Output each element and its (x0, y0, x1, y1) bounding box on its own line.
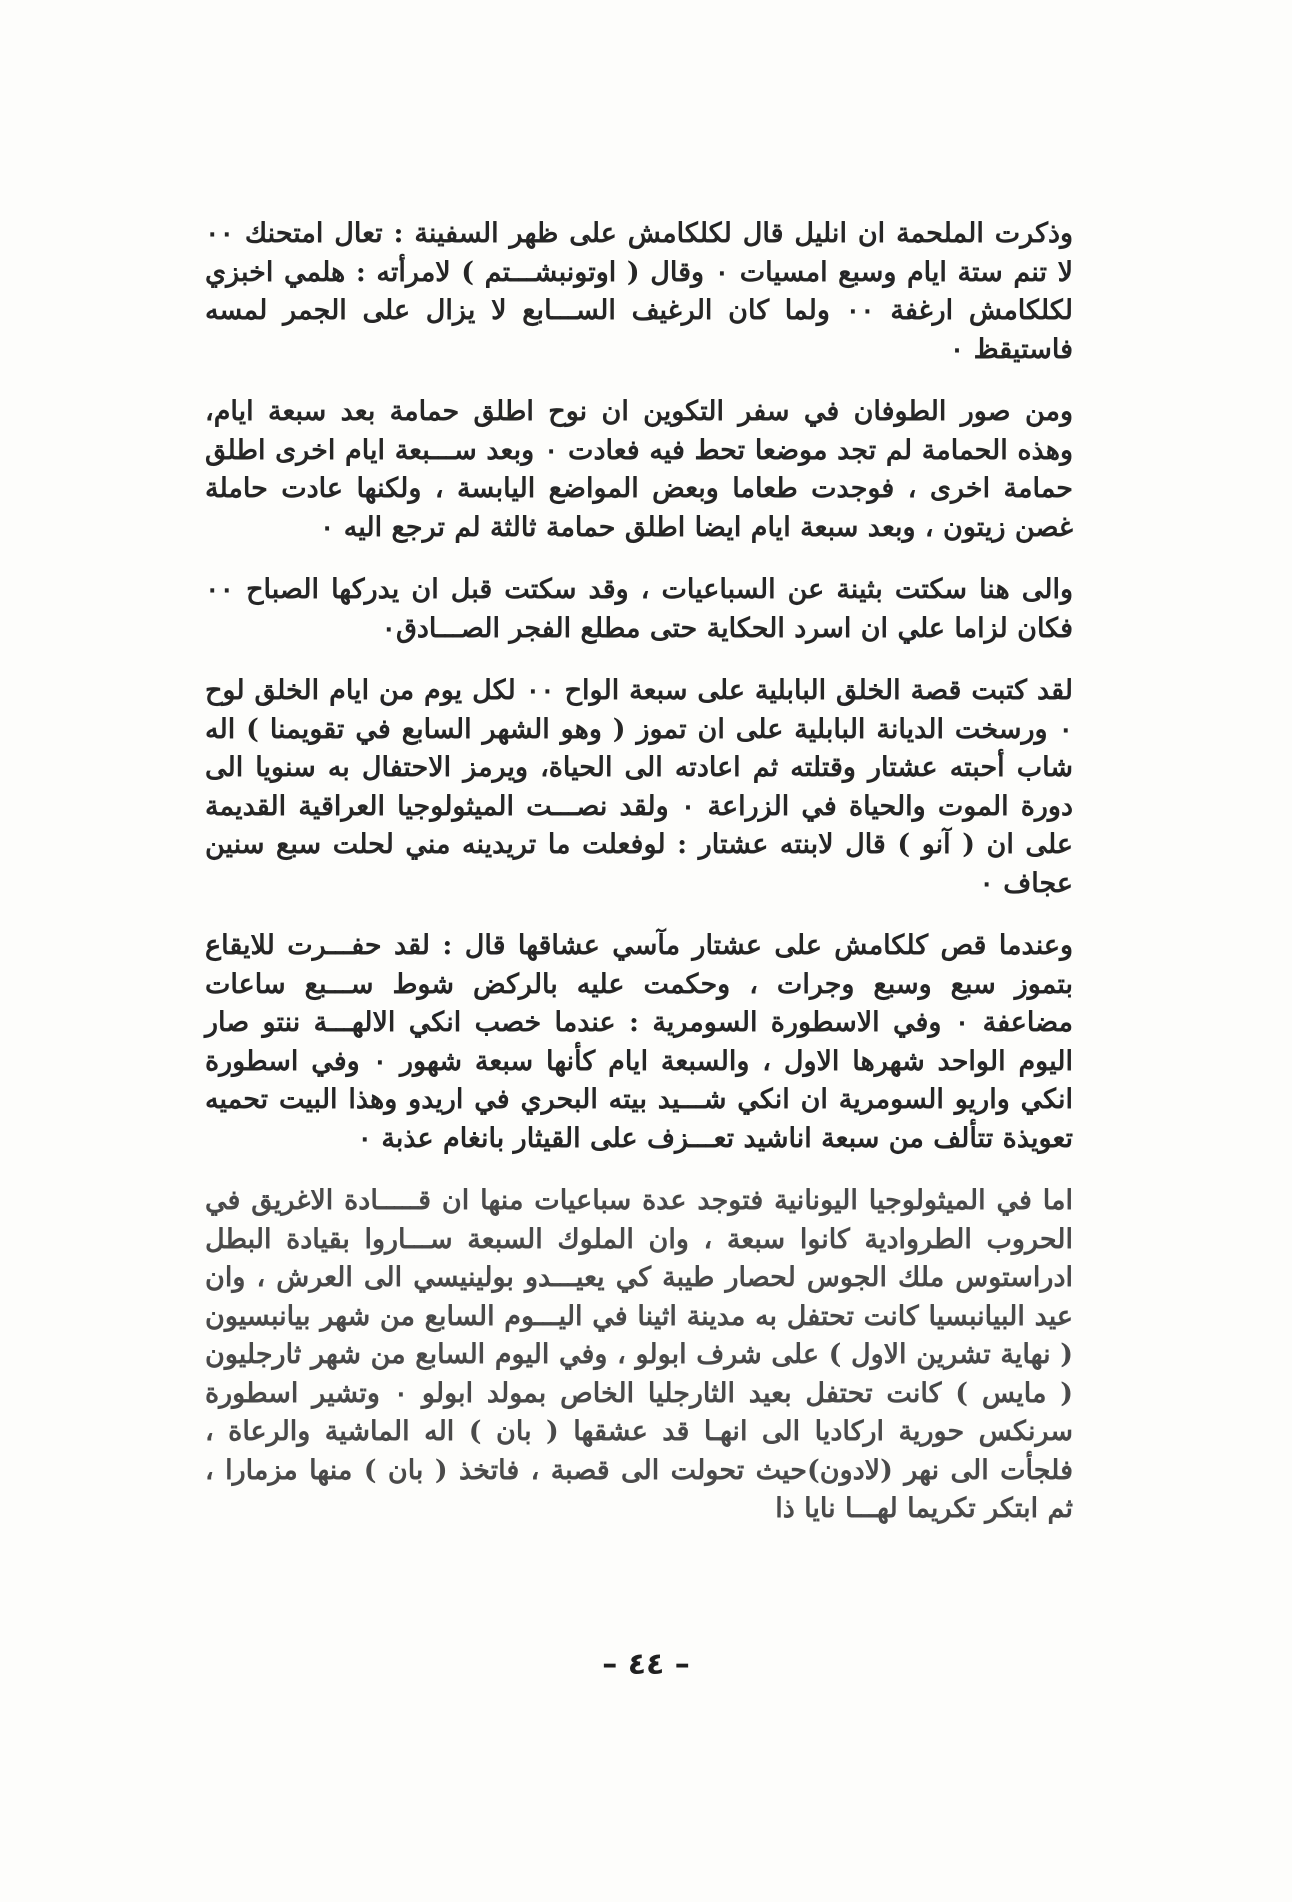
paragraph-buthaina: والى هنا سكتت بثينة عن السباعيات ، وقد سكتت قبل ان يدركها الصباح ٠٠ فكان لزاما علي ان اسرد الحكاية حتى مطلع الفجر الصـــادق٠ (205, 574, 1073, 644)
paragraph-gilgamesh-enlil: وذكرت الملحمة ان انليل قال لكلكامش على ظهر السفينة : تعال امتحنك ٠٠ لا تنم ستة ايام وسبع امسيات ٠ وقال ( اوتونبشـــتم ) لامرأته : هلمي اخبزي لكلكامش ارغفة ٠٠ ولما كان الرغيف الســـابع لا يزال على الجمر لمسه فاستيقظ ٠ (205, 218, 1074, 365)
body-text (205, 215, 1073, 1553)
paragraph-greek-mythology: اما في الميثولوجيا اليونانية فتوجد عدة سباعيات منها ان قـــــادة الاغريق في الحروب الطروادية كانوا سبعة ، وان الملوك السبعة ســـاروا بقيادة البطل ادراستوس ملك الجوس لحصار طيبة كي يعيـــدو بولينيسي الى العرش ، وان عيد البيانبسيا كانت تحتفل به مدينة اثينا في اليـــوم السابع من شهر بيانبسيون ( نهاية تشرين الاول ) على شرف ابولو ، وفي اليوم السابع من شهر ثارجليون ( مايس ) كانت تحتفل بعيد الثارجليا الخاص بمولد ابولو ٠ وتشير اسطورة سرنكس حورية اركاديا الى انهـا قد عشقها ( بان ) اله الماشية والرعاة ، فلجأت الى نهر (لادون)حيث تحولت الى قصبة ، فاتخذ ( بان ) منها مزمارا ، ثم ابتكر تكريما لهـــا نايا ذا (205, 1185, 1073, 1524)
paragraph-flood-dove: ومن صور الطوفان في سفر التكوين ان نوح اطلق حمامة بعد سبعة ايام، وهذه الحمامة لم تجد موضعا تحط فيه فعادت ٠ وبعد ســـبعة ايام اخرى اطلق حمامة اخرى ، فوجدت طعاما وبعض المواضع اليابسة ، ولكنها عادت حاملة غصن زيتون ، وبعد سبعة ايام ايضا اطلق حمامة ثالثة لم ترجع اليه ٠ (205, 396, 1074, 543)
page-number: – ٤٤ – (602, 1647, 690, 1682)
paragraph-babylonian-creation: لقد كتبت قصة الخلق البابلية على سبعة الواح ٠٠ لكل يوم من ايام الخلق لوح ٠ ورسخت الديانة البابلية على ان تموز ( وهو الشهر السابع في تقويمنا ) اله شاب أحبته عشتار وقتلته ثم اعادته الى الحياة، ويرمز الاحتفال به سنويا الى دورة الموت والحياة في الزراعة ٠ ولقد نصـــت الميثولوجيا العراقية القديمة على ان ( آنو ) قال لابنته عشتار : لوفعلت ما تريدينه مني لحلت سبع سنين عجاف ٠ (205, 675, 1074, 899)
paragraph-ishtar-enki: وعندما قص كلكامش على عشتار مآسي عشاقها قال : لقد حفـــرت للايقاع بتموز سبع وسبع وجرات ، وحكمت عليه بالركض شوط ســـبع ساعات مضاعفة ٠ وفي الاسطورة السومرية : عندما خصب انكي الالهـــة ننتو صار اليوم الواحد شهرها الاول ، والسبعة ايام كأنها سبعة شهور ٠ وفي اسطورة انكي واريو السومرية ان انكي شـــيد بيته البحري في اريدو وهذا البيت تحميه تعويذة تتألف من سبعة اناشيد تعـــزف على القيثار بانغام عذبة ٠ (205, 930, 1073, 1154)
